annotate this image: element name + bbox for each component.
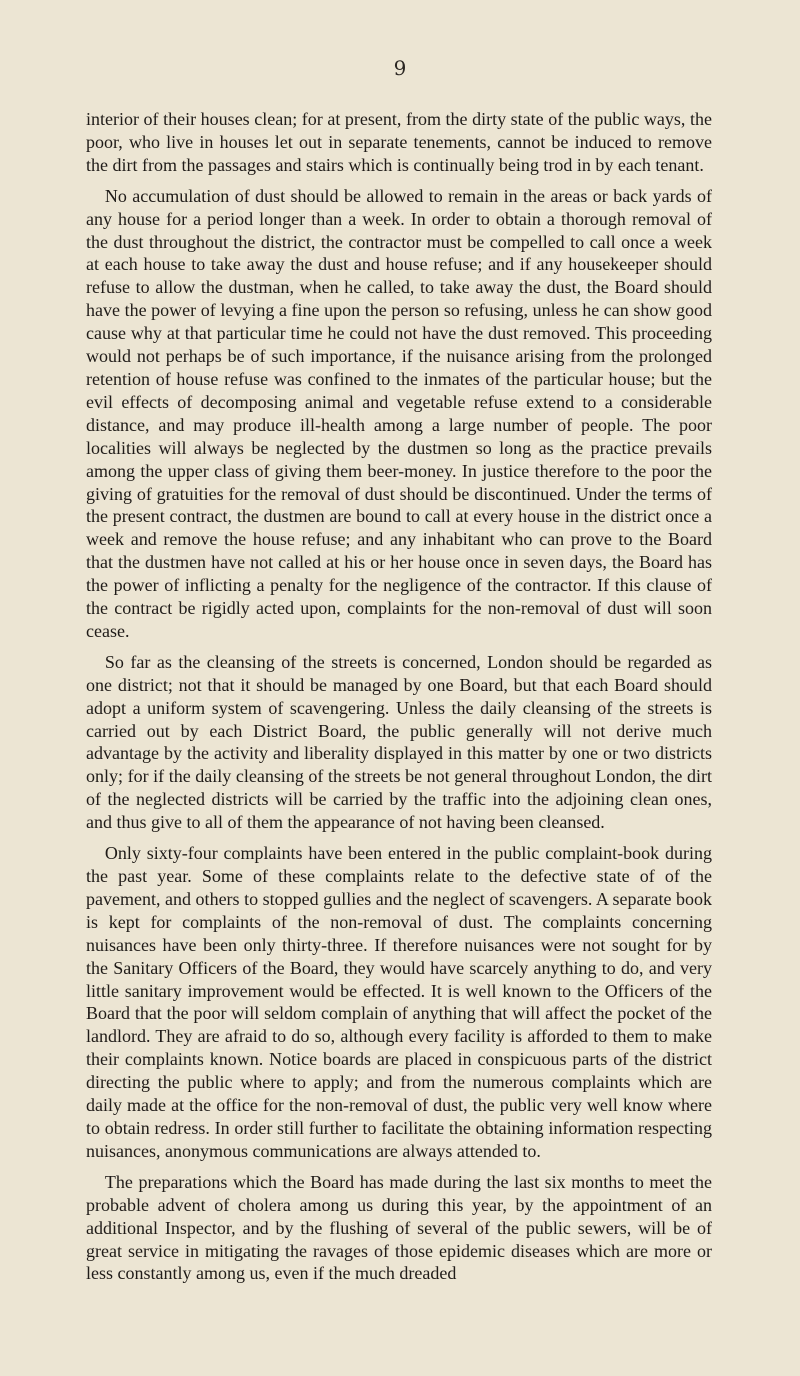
paragraph-dust-accumulation: No accumulation of dust should be allowed to remain in the areas or back yards of any house for a period longer than a week. In order to obtain a thorough removal of the dust throughout the district, the contractor must be compelled to call once a week at each house to take away the dust and house refuse; and if any housekeeper should refuse to allow the dustman, when he called, to take away the dust, the Board should have the power of levying a fine upon the person so refusing, unless he can show good cause why at that particular time he could not have the dust removed. This proceeding would not perhaps be of such importance, if the nuisance arising from the prolonged retention of house refuse was confined to the inmates of the particular house; but the evil effects of decomposing animal and vegetable refuse extend to a considerable distance, and may produce ill-health among a large number of people. The poor localities will always be neglected by the dustmen so long as the practice prevails among the upper class of giving them beer-money. In justice therefore to the poor the giving of gratuities for the removal of dust should be discontinued. Under the terms of the present contract, the dustmen are bound to call at every house in the district once a week and remove the house refuse; and any inhabitant who can prove to the Board that the dustmen have not called at his or her house once in seven days, the Board has the power of inflicting a penalty for the negligence of the contractor. If this clause of the contract be rigidly acted upon, complaints for the non-removal of dust will soon cease.	[86, 185, 712, 641]
paragraph-cholera-preparations: The preparations which the Board has made during the last six months to meet the probable advent of cholera among us during this year, by the appointment of an additional Inspector, and by the flushing of several of the public sewers, will be of great service in mitigating the ravages of those epidemic diseases which are more or less constantly among us, even if the much dreaded	[86, 1171, 712, 1284]
page-number: 9	[393, 56, 407, 80]
body-text	[86, 108, 712, 1293]
paragraph-continuation: interior of their houses clean; for at present, from the dirty state of the public ways, the poor, who live in houses let out in separate tenements, cannot be induced to remove the dirt from the passages and stairs which is continually being trod in by each tenant.	[86, 109, 712, 175]
paragraph-street-cleansing: So far as the cleansing of the streets is concerned, London should be regarded as one district; not that it should be managed by one Board, but that each Board should adopt a uniform system of scavengering. Unless the daily cleansing of the streets is carried out by each District Board, the public generally will not derive much advantage by the activity and liberality displayed in this matter by one or two districts only; for if the daily cleansing of the streets be not general throughout London, the dirt of the neglected districts will be carried by the traffic into the adjoining clean ones, and thus give to all of them the appearance of not having been cleansed.	[86, 651, 712, 833]
paragraph-complaints: Only sixty-four complaints have been entered in the public complaint-book during the past year. Some of these complaints relate to the defective state of of the pavement, and others to stopped gullies and the neglect of scavengers. A separate book is kept for complaints of the non-removal of dust. The complaints concerning nuisances have been only thirty-three. If therefore nuisances were not sought for by the Sanitary Officers of the Board, they would have scarcely anything to do, and very little sanitary improvement would be effected. It is well known to the Officers of the Board that the poor will seldom complain of anything that will affect the pocket of the landlord. They are afraid to do so, although every facility is afforded to them to make their complaints known. Notice boards are placed in conspicuous parts of the district directing the public where to apply; and from the numerous complaints which are daily made at the office for the non-removal of dust, the public very well know where to obtain redress. In order still further to facilitate the obtaining information respecting nuisances, anonymous communications are always attended to.	[86, 843, 712, 1161]
